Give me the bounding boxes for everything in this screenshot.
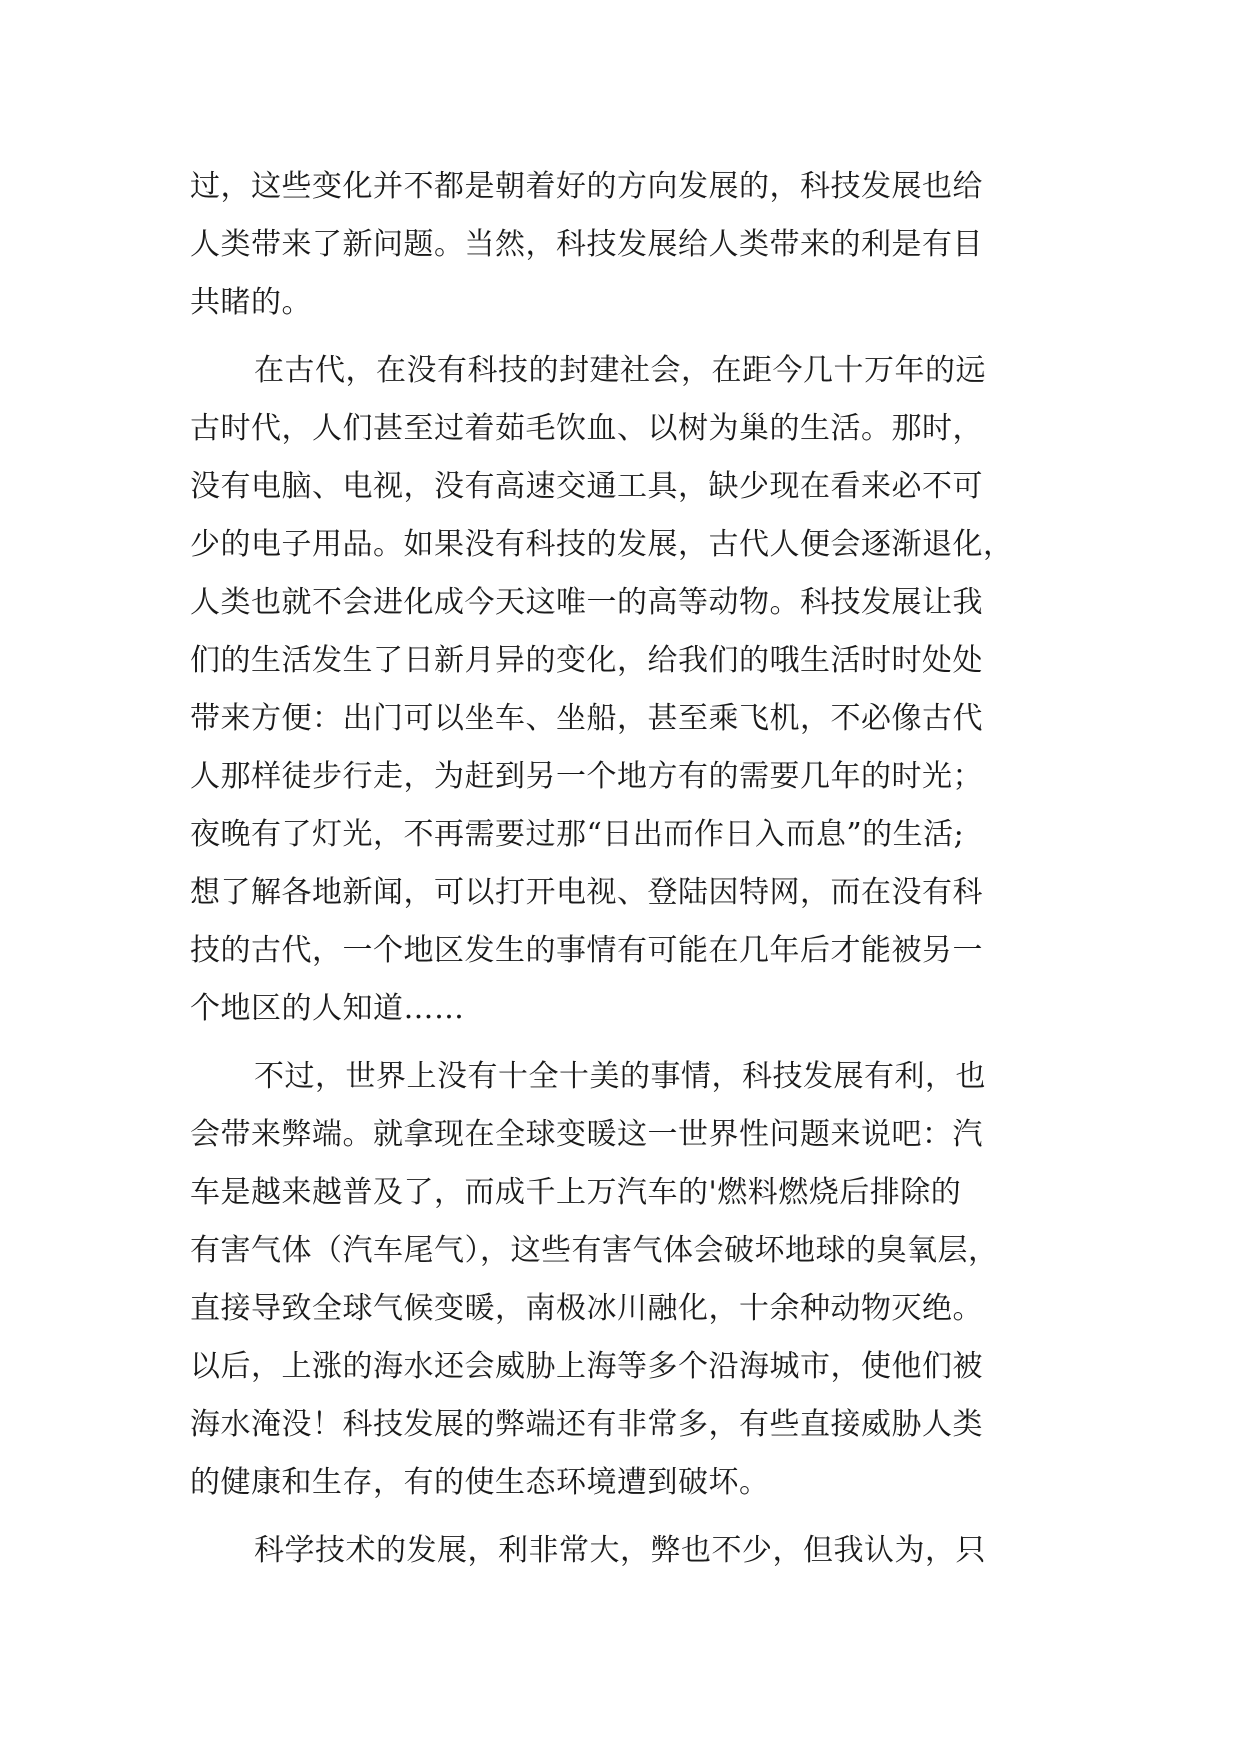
text-line: 们的生活发生了日新月异的变化，给我们的哦生活时时处处 xyxy=(190,643,983,678)
text-line: 人类带来了新问题。当然，科技发展给人类带来的利是有目 xyxy=(190,227,983,262)
text-line: 会带来弊端。就拿现在全球变暖这一世界性问题来说吧：汽 xyxy=(190,1117,983,1152)
body-text xyxy=(190,158,1070,1580)
paragraph-first-line: 在古代，在没有科技的封建社会，在距今几十万年的远 xyxy=(254,353,986,388)
text-line: 带来方便：出门可以坐车、坐船，甚至乘飞机，不必像古代 xyxy=(190,701,983,736)
text-line: 共睹的。 xyxy=(190,285,312,320)
paragraph-first-line: 不过，世界上没有十全十美的事情，科技发展有利，也 xyxy=(254,1059,986,1094)
text-line: 个地区的人知道…… xyxy=(190,991,465,1026)
text-line: 有害气体（汽车尾气），这些有害气体会破坏地球的臭氧层， xyxy=(190,1233,999,1268)
text-line: 夜晚有了灯光，不再需要过那“日出而作日入而息”的生活; xyxy=(190,817,965,852)
text-line: 想了解各地新闻，可以打开电视、登陆因特网，而在没有科 xyxy=(190,875,983,910)
text-line: 过，这些变化并不都是朝着好的方向发展的，科技发展也给 xyxy=(190,169,983,204)
text-line: 人那样徒步行走，为赶到另一个地方有的需要几年的时光； xyxy=(190,759,983,794)
text-line: 直接导致全球气候变暖，南极冰川融化，十余种动物灭绝。 xyxy=(190,1291,983,1326)
text-line: 少的电子用品。如果没有科技的发展，古代人便会逐渐退化， xyxy=(190,527,1014,562)
text-line: 人类也就不会进化成今天这唯一的高等动物。科技发展让我 xyxy=(190,585,983,620)
text-line: 的健康和生存，有的使生态环境遭到破坏。 xyxy=(190,1465,770,1500)
text-line: 以后，上涨的海水还会威胁上海等多个沿海城市，使他们被 xyxy=(190,1349,983,1384)
text-line: 海水淹没！科技发展的弊端还有非常多，有些直接威胁人类 xyxy=(190,1407,983,1442)
text-line: 没有电脑、电视，没有高速交通工具，缺少现在看来必不可 xyxy=(190,469,983,504)
text-line: 古时代，人们甚至过着茹毛饮血、以树为巢的生活。那时， xyxy=(190,411,983,446)
text-line: 车是越来越普及了，而成千上万汽车的'燃料燃烧后排除的 xyxy=(190,1175,962,1210)
text-line: 技的古代，一个地区发生的事情有可能在几年后才能被另一 xyxy=(190,933,983,968)
paragraph-first-line: 科学技术的发展，利非常大，弊也不少，但我认为，只 xyxy=(254,1533,986,1568)
